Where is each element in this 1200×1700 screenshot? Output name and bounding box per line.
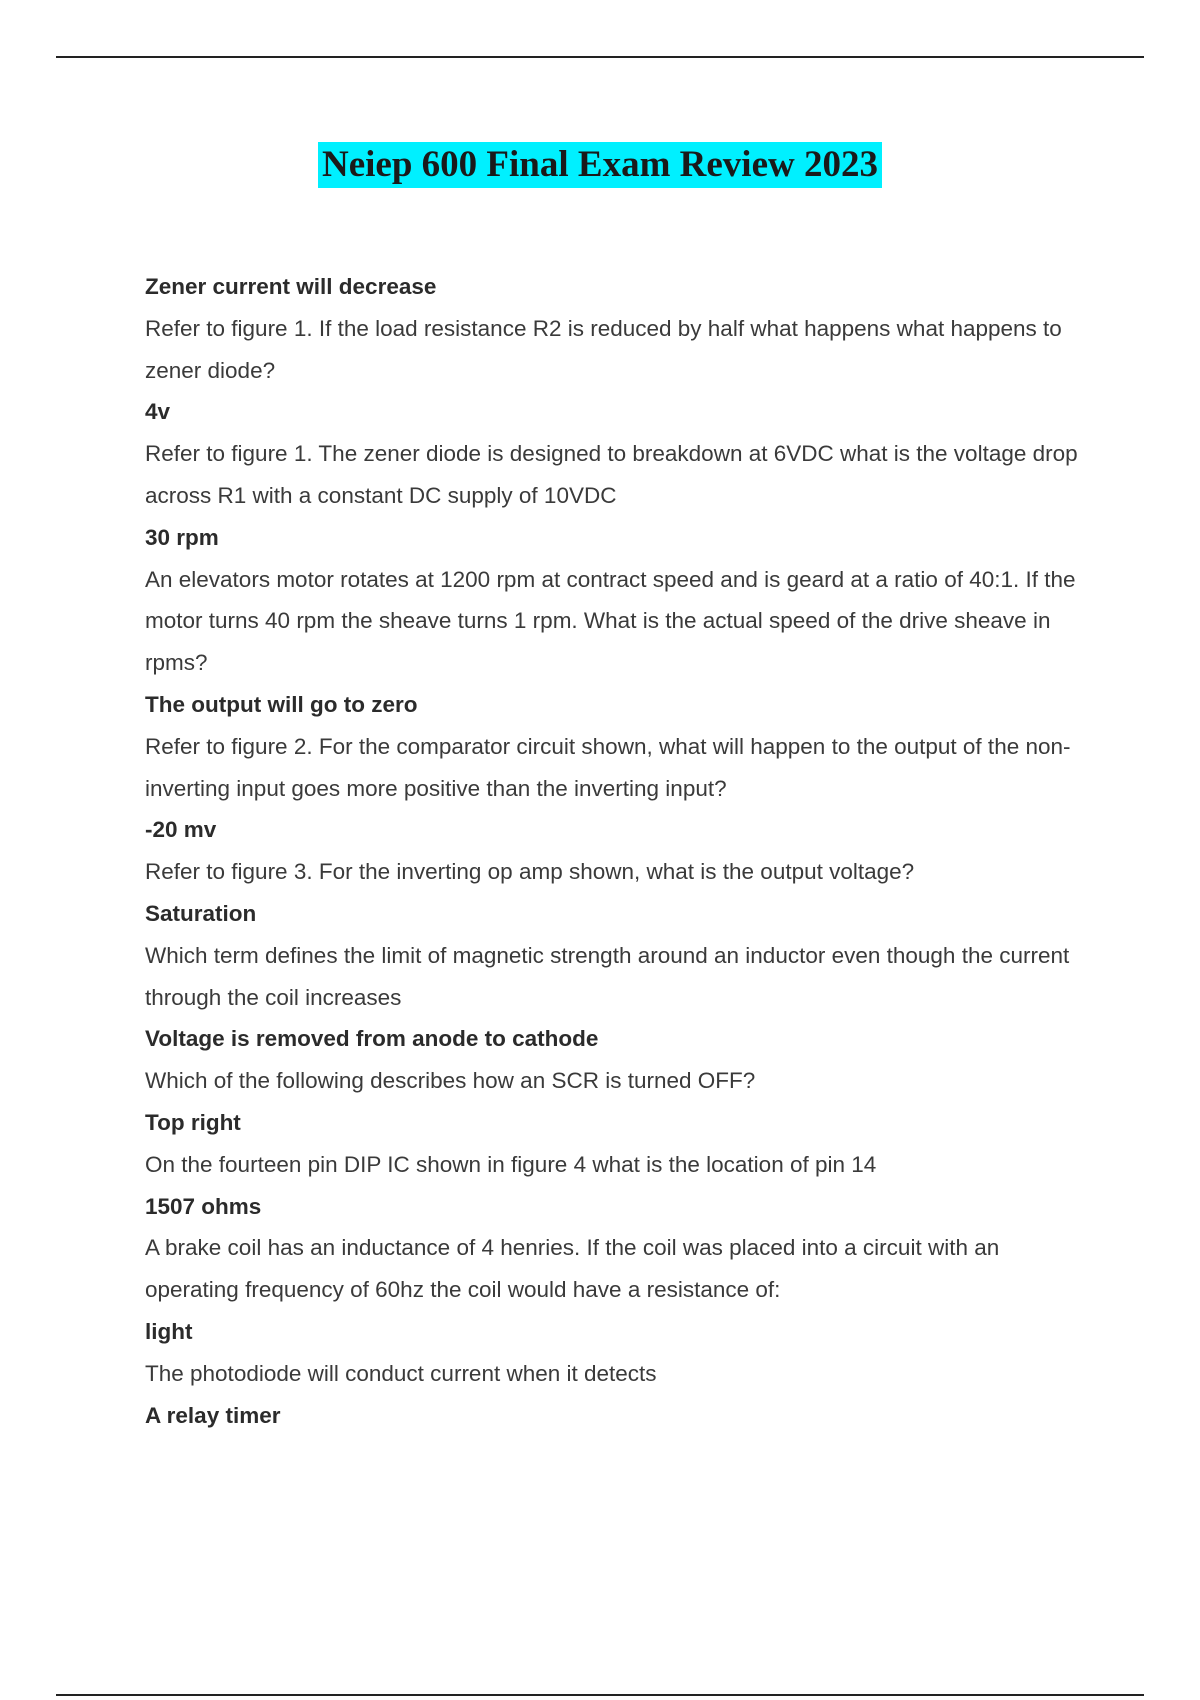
qa-item bbox=[145, 1186, 1095, 1311]
qa-item bbox=[145, 893, 1095, 1018]
qa-item bbox=[145, 684, 1095, 809]
question-text: Which term defines the limit of magnetic strength around an inductor even though the current through the coil increases bbox=[145, 942, 1070, 1010]
bottom-rule bbox=[56, 1694, 1144, 1696]
question-text: Refer to figure 2. For the comparator circuit shown, what will happen to the output of the non-inverting input goes more positive than the inverting input? bbox=[145, 733, 1071, 801]
answer-text: 1507 ohms bbox=[145, 1193, 262, 1219]
qa-item bbox=[145, 266, 1095, 391]
qa-item bbox=[145, 1102, 1095, 1186]
question-text: On the fourteen pin DIP IC shown in figure 4 what is the location of pin 14 bbox=[145, 1151, 877, 1177]
answer-text: 30 rpm bbox=[145, 524, 219, 550]
question-text: An elevators motor rotates at 1200 rpm at contract speed and is geard at a ratio of 40:1. If the motor turns 40 rpm the sheave turns 1 rpm. What is the actual speed of the drive sheave in rpms? bbox=[145, 566, 1076, 676]
qa-item bbox=[145, 1018, 1095, 1102]
answer-text: 4v bbox=[145, 399, 171, 425]
top-rule bbox=[56, 56, 1144, 58]
question-text: The photodiode will conduct current when it detects bbox=[145, 1360, 657, 1386]
question-text: Refer to figure 1. The zener diode is designed to breakdown at 6VDC what is the voltage drop across R1 with a constant DC supply of 10VDC bbox=[145, 441, 1078, 508]
qa-item bbox=[145, 809, 1095, 893]
question-text: Refer to figure 3. For the inverting op amp shown, what is the output voltage? bbox=[145, 859, 915, 885]
answer-text: light bbox=[145, 1318, 193, 1344]
answer-text: Top right bbox=[145, 1109, 241, 1135]
qa-list bbox=[145, 266, 1095, 1436]
answer-text: Saturation bbox=[145, 900, 257, 926]
qa-item bbox=[145, 1395, 1095, 1437]
document-title: Neiep 600 Final Exam Review 2023 bbox=[318, 142, 882, 188]
question-text: A brake coil has an inductance of 4 henries. If the coil was placed into a circuit with an operating frequency of 60hz the coil would have a resistance of: bbox=[145, 1235, 1000, 1303]
question-text: Refer to figure 1. If the load resistance R2 is reduced by half what happens what happens to zener diode? bbox=[145, 315, 1062, 383]
answer-text: Voltage is removed from anode to cathode bbox=[145, 1026, 599, 1052]
question-text: Which of the following describes how an SCR is turned OFF? bbox=[145, 1068, 756, 1094]
answer-text: A relay timer bbox=[145, 1402, 281, 1428]
qa-item bbox=[145, 1311, 1095, 1395]
title-container bbox=[0, 142, 1200, 188]
qa-item bbox=[145, 517, 1095, 684]
answer-text: The output will go to zero bbox=[145, 691, 418, 717]
qa-item bbox=[145, 391, 1095, 516]
answer-text: -20 mv bbox=[145, 817, 217, 843]
answer-text: Zener current will decrease bbox=[145, 274, 437, 299]
